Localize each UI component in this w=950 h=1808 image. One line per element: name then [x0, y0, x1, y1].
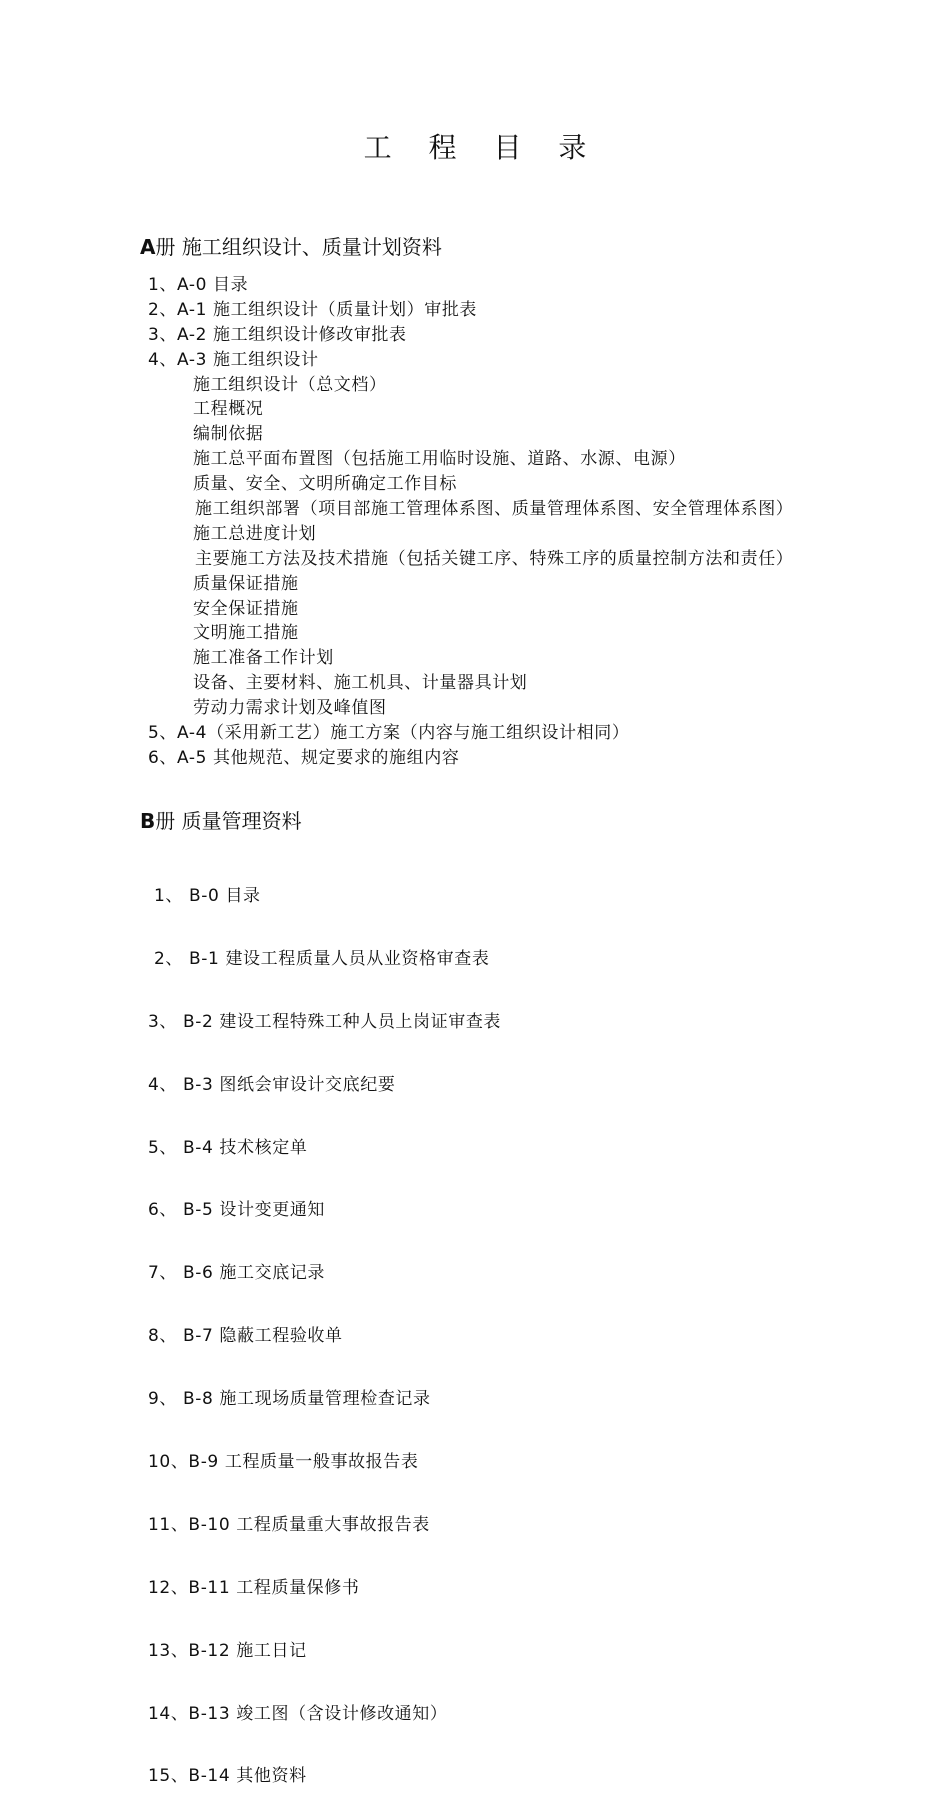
- sub-list-item: 施工总平面布置图（包括施工用临时设施、道路、水源、电源）: [193, 449, 686, 470]
- page-title: 工 程 目 录: [363, 131, 601, 164]
- list-item: 3、A-2 施工组织设计修改审批表: [148, 324, 407, 345]
- sub-list-item: 质量保证措施: [193, 573, 299, 594]
- sub-list-item: 主要施工方法及技术措施（包括关键工序、特殊工序的质量控制方法和责任）: [195, 548, 794, 569]
- sub-list-item: 工程概况: [193, 399, 264, 420]
- list-item: 5、A-4（采用新工艺）施工方案（内容与施工组织设计相同）: [148, 723, 630, 744]
- list-item: 1、A-0 目录: [148, 275, 249, 295]
- list-item: 3、 B-2 建设工程特殊工种人员上岗证审查表: [148, 1011, 502, 1032]
- section-a-list: [148, 273, 793, 771]
- list-item: 13、B-12 施工日记: [148, 1640, 307, 1661]
- list-item: 2、A-1 施工组织设计（质量计划）审批表: [148, 299, 478, 320]
- section-a-heading: [140, 232, 442, 262]
- list-item: 6、 B-5 设计变更通知: [148, 1200, 326, 1221]
- list-item: 9、 B-8 施工现场质量管理检查记录: [148, 1389, 431, 1410]
- sub-list-item: 质量、安全、文明所确定工作目标: [193, 474, 457, 495]
- sub-list-item: 安全保证措施: [193, 598, 299, 619]
- list-item: 4、A-3 施工组织设计: [148, 349, 319, 370]
- list-item: 6、A-5 其他规范、规定要求的施组内容: [148, 747, 460, 768]
- sub-list-item: 施工准备工作计划: [193, 648, 334, 669]
- section-b-heading: [140, 806, 302, 836]
- list-item: 7、 B-6 施工交底记录: [148, 1263, 326, 1284]
- section-a-volume-letter: A: [140, 235, 156, 259]
- sub-list-item: 施工总进度计划: [193, 523, 317, 544]
- section-b-heading-text: 册 质量管理资料: [155, 809, 302, 833]
- list-item: 11、B-10 工程质量重大事故报告表: [148, 1514, 430, 1535]
- sub-list-item: 施工组织部署（项目部施工管理体系图、质量管理体系图、安全管理体系图）: [195, 499, 794, 520]
- sub-list-item: 施工组织设计（总文档）: [193, 374, 387, 395]
- list-item: 14、B-13 竣工图（含设计修改通知）: [148, 1703, 448, 1724]
- sub-list-item: 劳动力需求计划及峰值图: [193, 698, 387, 719]
- list-item: 1、 B-0 目录: [148, 886, 261, 906]
- list-item: 2、 B-1 建设工程质量人员从业资格审查表: [148, 948, 490, 969]
- sub-list-item: 文明施工措施: [193, 623, 299, 644]
- list-item: 8、 B-7 隐蔽工程验收单: [148, 1326, 343, 1347]
- list-item: 5、 B-4 技术核定单: [148, 1137, 308, 1158]
- sub-list-item: 编制依据: [193, 424, 264, 445]
- section-b-list: [148, 846, 501, 1808]
- list-item: 12、B-11 工程质量保修书: [148, 1577, 360, 1598]
- list-item: 4、 B-3 图纸会审设计交底纪要: [148, 1074, 396, 1095]
- list-item: 15、B-14 其他资料: [148, 1766, 307, 1787]
- list-item: 10、B-9 工程质量一般事故报告表: [148, 1452, 419, 1473]
- sub-list-item: 设备、主要材料、施工机具、计量器具计划: [193, 673, 528, 694]
- section-a-heading-text: 册 施工组织设计、质量计划资料: [155, 235, 442, 259]
- section-b-volume-letter: B: [140, 809, 156, 833]
